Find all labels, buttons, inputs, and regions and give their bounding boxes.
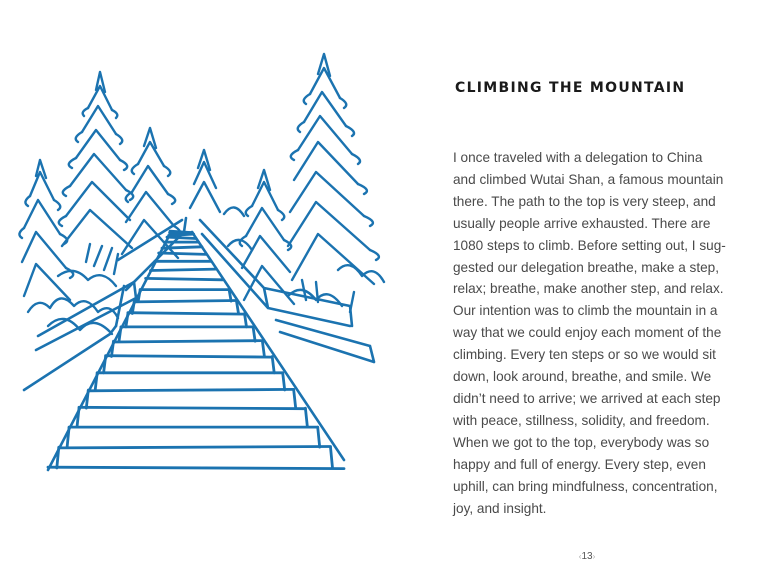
body-line: When we got to the top, everybody was so bbox=[453, 434, 710, 450]
folio-left-ornament: ‹ bbox=[578, 552, 582, 561]
stair-step bbox=[159, 253, 206, 254]
stair-step bbox=[151, 269, 217, 270]
left-pine-trees bbox=[19, 72, 220, 334]
stair-riser bbox=[104, 357, 275, 373]
stair-step bbox=[59, 447, 331, 448]
stair-step bbox=[169, 234, 194, 235]
stair-step bbox=[167, 237, 196, 238]
body-line: didn’t need to arrive; we arrived at each step bbox=[453, 390, 721, 406]
stair-riser bbox=[77, 408, 307, 427]
body-line: with peace, stillness, solidity, and freedom. bbox=[453, 412, 710, 428]
chapter-title: CLIMBING THE MOUNTAIN bbox=[455, 80, 686, 96]
stairway-illustration bbox=[18, 50, 396, 490]
stair-riser bbox=[57, 447, 333, 468]
page-number-value: 13 bbox=[581, 551, 593, 562]
stair-step bbox=[128, 313, 245, 314]
stairway bbox=[24, 218, 374, 470]
body-line: uphill, can bring mindfulness, concentration, bbox=[453, 478, 718, 494]
folio-right-ornament: › bbox=[592, 552, 596, 561]
body-line: I once traveled with a delegation to China bbox=[453, 150, 703, 165]
stair-step bbox=[48, 467, 344, 468]
body-line: usually people arrive exhausted. There are bbox=[453, 215, 711, 231]
body-line: gested our delegation breathe, make a step, bbox=[453, 259, 720, 275]
body-line: climbing. Every ten steps or so we would sit bbox=[453, 347, 716, 363]
body-line: 1080 steps to climb. Before setting out, I sug- bbox=[453, 237, 726, 253]
body-line: and climbed Wutai Shan, a famous mountain bbox=[453, 171, 724, 187]
stair-step bbox=[162, 247, 202, 248]
page-number bbox=[570, 551, 604, 562]
body-line: relax; breathe, make another step, and relax. bbox=[453, 281, 724, 297]
body-line: down, look around, breathe, and smile. We bbox=[453, 369, 712, 385]
body-line: happy and full of energy. Every step, even bbox=[453, 456, 706, 472]
stair-riser bbox=[86, 390, 295, 408]
stair-step bbox=[114, 341, 263, 342]
stair-riser bbox=[119, 327, 255, 341]
stair-step bbox=[88, 389, 293, 390]
stair-riser bbox=[126, 314, 247, 327]
right-pine-trees bbox=[224, 54, 384, 312]
body-line: there. The path to the top is very steep, and bbox=[453, 193, 716, 209]
stair-step bbox=[134, 301, 236, 302]
stair-riser bbox=[95, 373, 285, 390]
body-paragraph bbox=[453, 147, 726, 519]
stair-step bbox=[79, 407, 305, 408]
body-line: way that we could enjoy each moment of the bbox=[453, 325, 722, 341]
stair-riser bbox=[112, 341, 265, 356]
stair-step bbox=[146, 278, 223, 279]
body-line: Our intention was to climb the mountain in a bbox=[453, 303, 718, 319]
stair-riser bbox=[67, 427, 320, 447]
stair-step bbox=[106, 356, 273, 357]
body-line: joy, and insight. bbox=[453, 500, 547, 516]
